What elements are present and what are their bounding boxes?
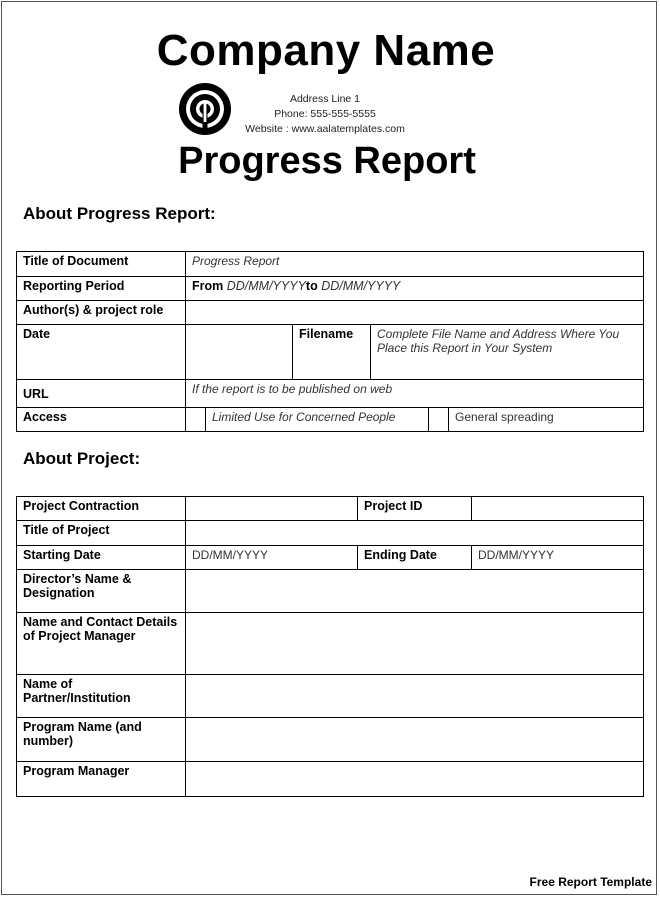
project-contraction-field[interactable] [186, 497, 358, 521]
partner-label: Name of Partner/Institution [17, 675, 186, 718]
progress-report-table [16, 251, 644, 432]
table-row [17, 762, 644, 797]
table-row [17, 277, 644, 301]
address-block [0, 92, 650, 137]
manager-contact-label: Name and Contact Details of Project Manager [17, 613, 186, 675]
table-row [17, 252, 644, 277]
table-row [17, 613, 644, 675]
from-word: From [192, 279, 224, 293]
project-table [16, 496, 644, 797]
address-line: Address Line 1 [289, 93, 361, 105]
to-date: DD/MM/YYYY [321, 279, 401, 293]
date-field[interactable] [186, 325, 293, 380]
filename-label: Filename [293, 325, 371, 380]
section-heading-about-report: About Progress Report: [23, 204, 216, 223]
date-label: Date [17, 325, 186, 380]
title-of-project-field[interactable] [186, 521, 644, 546]
url-label: URL [17, 380, 186, 408]
program-manager-field[interactable] [186, 762, 644, 797]
to-word: to [305, 279, 318, 293]
table-row [17, 546, 644, 570]
title-of-document-field[interactable]: Progress Report [186, 252, 644, 277]
url-field[interactable]: If the report is to be published on web [186, 380, 644, 408]
table-row [17, 718, 644, 762]
access-label: Access [17, 408, 186, 432]
program-name-field[interactable] [186, 718, 644, 762]
section-heading-about-project: About Project: [23, 449, 141, 468]
program-manager-label: Program Manager [17, 762, 186, 797]
reporting-period-label: Reporting Period [17, 277, 186, 301]
access-option-limited: Limited Use for Concerned People [206, 408, 429, 432]
access-checkbox-limited[interactable] [186, 408, 206, 432]
table-row [17, 408, 644, 432]
partner-field[interactable] [186, 675, 644, 718]
table-row [17, 497, 644, 521]
reporting-period-field[interactable] [186, 277, 644, 301]
starting-date-field[interactable]: DD/MM/YYYY [186, 546, 358, 570]
company-name: Company Name [156, 26, 496, 75]
authors-label: Author(s) & project role [17, 301, 186, 325]
access-option-general: General spreading [449, 408, 644, 432]
report-title: Progress Report [178, 140, 476, 182]
ending-date-field[interactable]: DD/MM/YYYY [472, 546, 644, 570]
table-row [17, 380, 644, 408]
director-field[interactable] [186, 570, 644, 613]
project-id-label: Project ID [358, 497, 472, 521]
authors-field[interactable] [186, 301, 644, 325]
table-row [17, 570, 644, 613]
starting-date-label: Starting Date [17, 546, 186, 570]
website: Website : www.aalatemplates.com [245, 123, 405, 135]
title-of-project-label: Title of Project [17, 521, 186, 546]
table-row [17, 521, 644, 546]
director-label: Director’s Name & Designation [17, 570, 186, 613]
ending-date-label: Ending Date [358, 546, 472, 570]
filename-field[interactable]: Complete File Name and Address Where You Place this Report in Your System [371, 325, 644, 380]
footer-note: Free Report Template [529, 875, 652, 889]
table-row [17, 301, 644, 325]
program-name-label: Program Name (and number) [17, 718, 186, 762]
project-contraction-label: Project Contraction [17, 497, 186, 521]
title-of-document-label: Title of Document [17, 252, 186, 277]
from-date: DD/MM/YYYY [226, 279, 306, 293]
table-row [17, 675, 644, 718]
access-checkbox-general[interactable] [429, 408, 449, 432]
phone-number: Phone: 555-555-5555 [274, 108, 376, 120]
table-row [17, 325, 644, 380]
project-id-field[interactable] [472, 497, 644, 521]
manager-contact-field[interactable] [186, 613, 644, 675]
